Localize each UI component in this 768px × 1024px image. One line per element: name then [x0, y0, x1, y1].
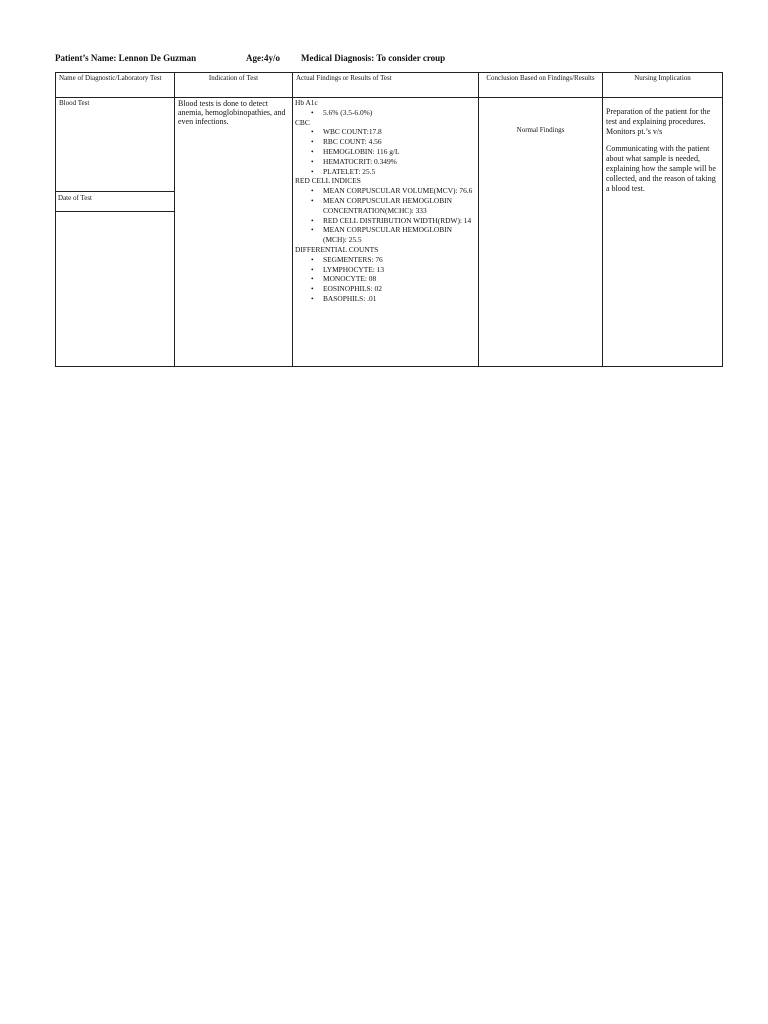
date-of-test-box	[55, 191, 175, 212]
finding-item: • PLATELET: 25.5	[323, 167, 476, 177]
medical-diagnosis: Medical Diagnosis: To consider croup	[301, 53, 446, 63]
findings-section-list	[295, 127, 476, 176]
findings-section-list	[295, 255, 476, 304]
findings-section-heading: DIFFERENTIAL COUNTS	[295, 244, 379, 254]
col-header-nursing: Nursing Implication	[603, 73, 723, 98]
patient-header	[55, 53, 735, 67]
finding-item: • WBC COUNT:17.8	[323, 127, 476, 137]
nursing-cell	[603, 98, 723, 367]
findings-section-heading: RED CELL INDICES	[295, 176, 361, 186]
finding-item: • HEMATOCRIT: 0.349%	[323, 157, 476, 167]
finding-item: • MEAN CORPUSCULAR HEMOGLOBIN CONCENTRATION(MCHC): 333	[323, 196, 476, 216]
finding-item: • MEAN CORPUSCULAR VOLUME(MCV): 76.6	[323, 186, 476, 196]
findings-section-list	[295, 186, 476, 245]
col-header-test-name: Name of Diagnostic/Laboratory Test	[56, 73, 175, 98]
date-of-test-label: Date of Test	[58, 194, 92, 202]
table-row	[56, 98, 723, 367]
indication-cell	[175, 98, 293, 367]
finding-item: • MEAN CORPUSCULAR HEMOGLOBIN (MCH): 25.5	[323, 225, 476, 245]
finding-item: • MONOCYTE: 08	[323, 274, 476, 284]
indication-text: Blood tests is done to detect anemia, hemoglobinopathies, and even infections.	[178, 99, 286, 126]
test-name-cell	[56, 98, 175, 367]
patient-age: Age:4y/o	[246, 53, 280, 63]
col-header-conclusion: Conclusion Based on Findings/Results	[479, 73, 603, 98]
conclusion-cell	[479, 98, 603, 367]
test-name: Blood Test	[59, 99, 90, 107]
patient-name: Patient’s Name: Lennon De Guzman	[55, 53, 197, 63]
finding-item: • SEGMENTERS: 76	[323, 255, 476, 265]
finding-item: • RED CELL DISTRIBUTION WIDTH(RDW): 14	[323, 216, 476, 226]
nursing-implication	[603, 98, 722, 194]
findings-section-list	[295, 108, 476, 118]
findings-cell	[293, 98, 479, 367]
col-header-indication: Indication of Test	[175, 73, 293, 98]
table-header-row	[56, 73, 723, 98]
finding-item: • RBC COUNT: 4.56	[323, 137, 476, 147]
findings-section-heading: CBC	[295, 117, 310, 127]
diagnostic-table	[55, 72, 723, 367]
finding-item: • EOSINOPHILS: 02	[323, 284, 476, 294]
nursing-paragraph: Preparation of the patient for the test and explaining procedures. Monitors pt.’s v/s	[606, 107, 711, 136]
findings-list	[293, 98, 478, 304]
col-header-findings: Actual Findings or Results of Test	[293, 73, 479, 98]
findings-section-heading: Hb A1c	[295, 98, 318, 107]
finding-item: • LYMPHOCYTE: 13	[323, 265, 476, 275]
finding-item: • 5.6% (3.5-6.0%)	[323, 108, 476, 118]
nursing-paragraph: Communicating with the patient about what sample is needed, explaining how the sample will be collected, and the reason of taking a blood test.	[606, 144, 716, 193]
finding-item: • BASOPHILS: .01	[323, 294, 476, 304]
finding-item: • HEMOGLOBIN: 116 g/L	[323, 147, 476, 157]
conclusion-text: Normal Findings	[516, 126, 565, 134]
